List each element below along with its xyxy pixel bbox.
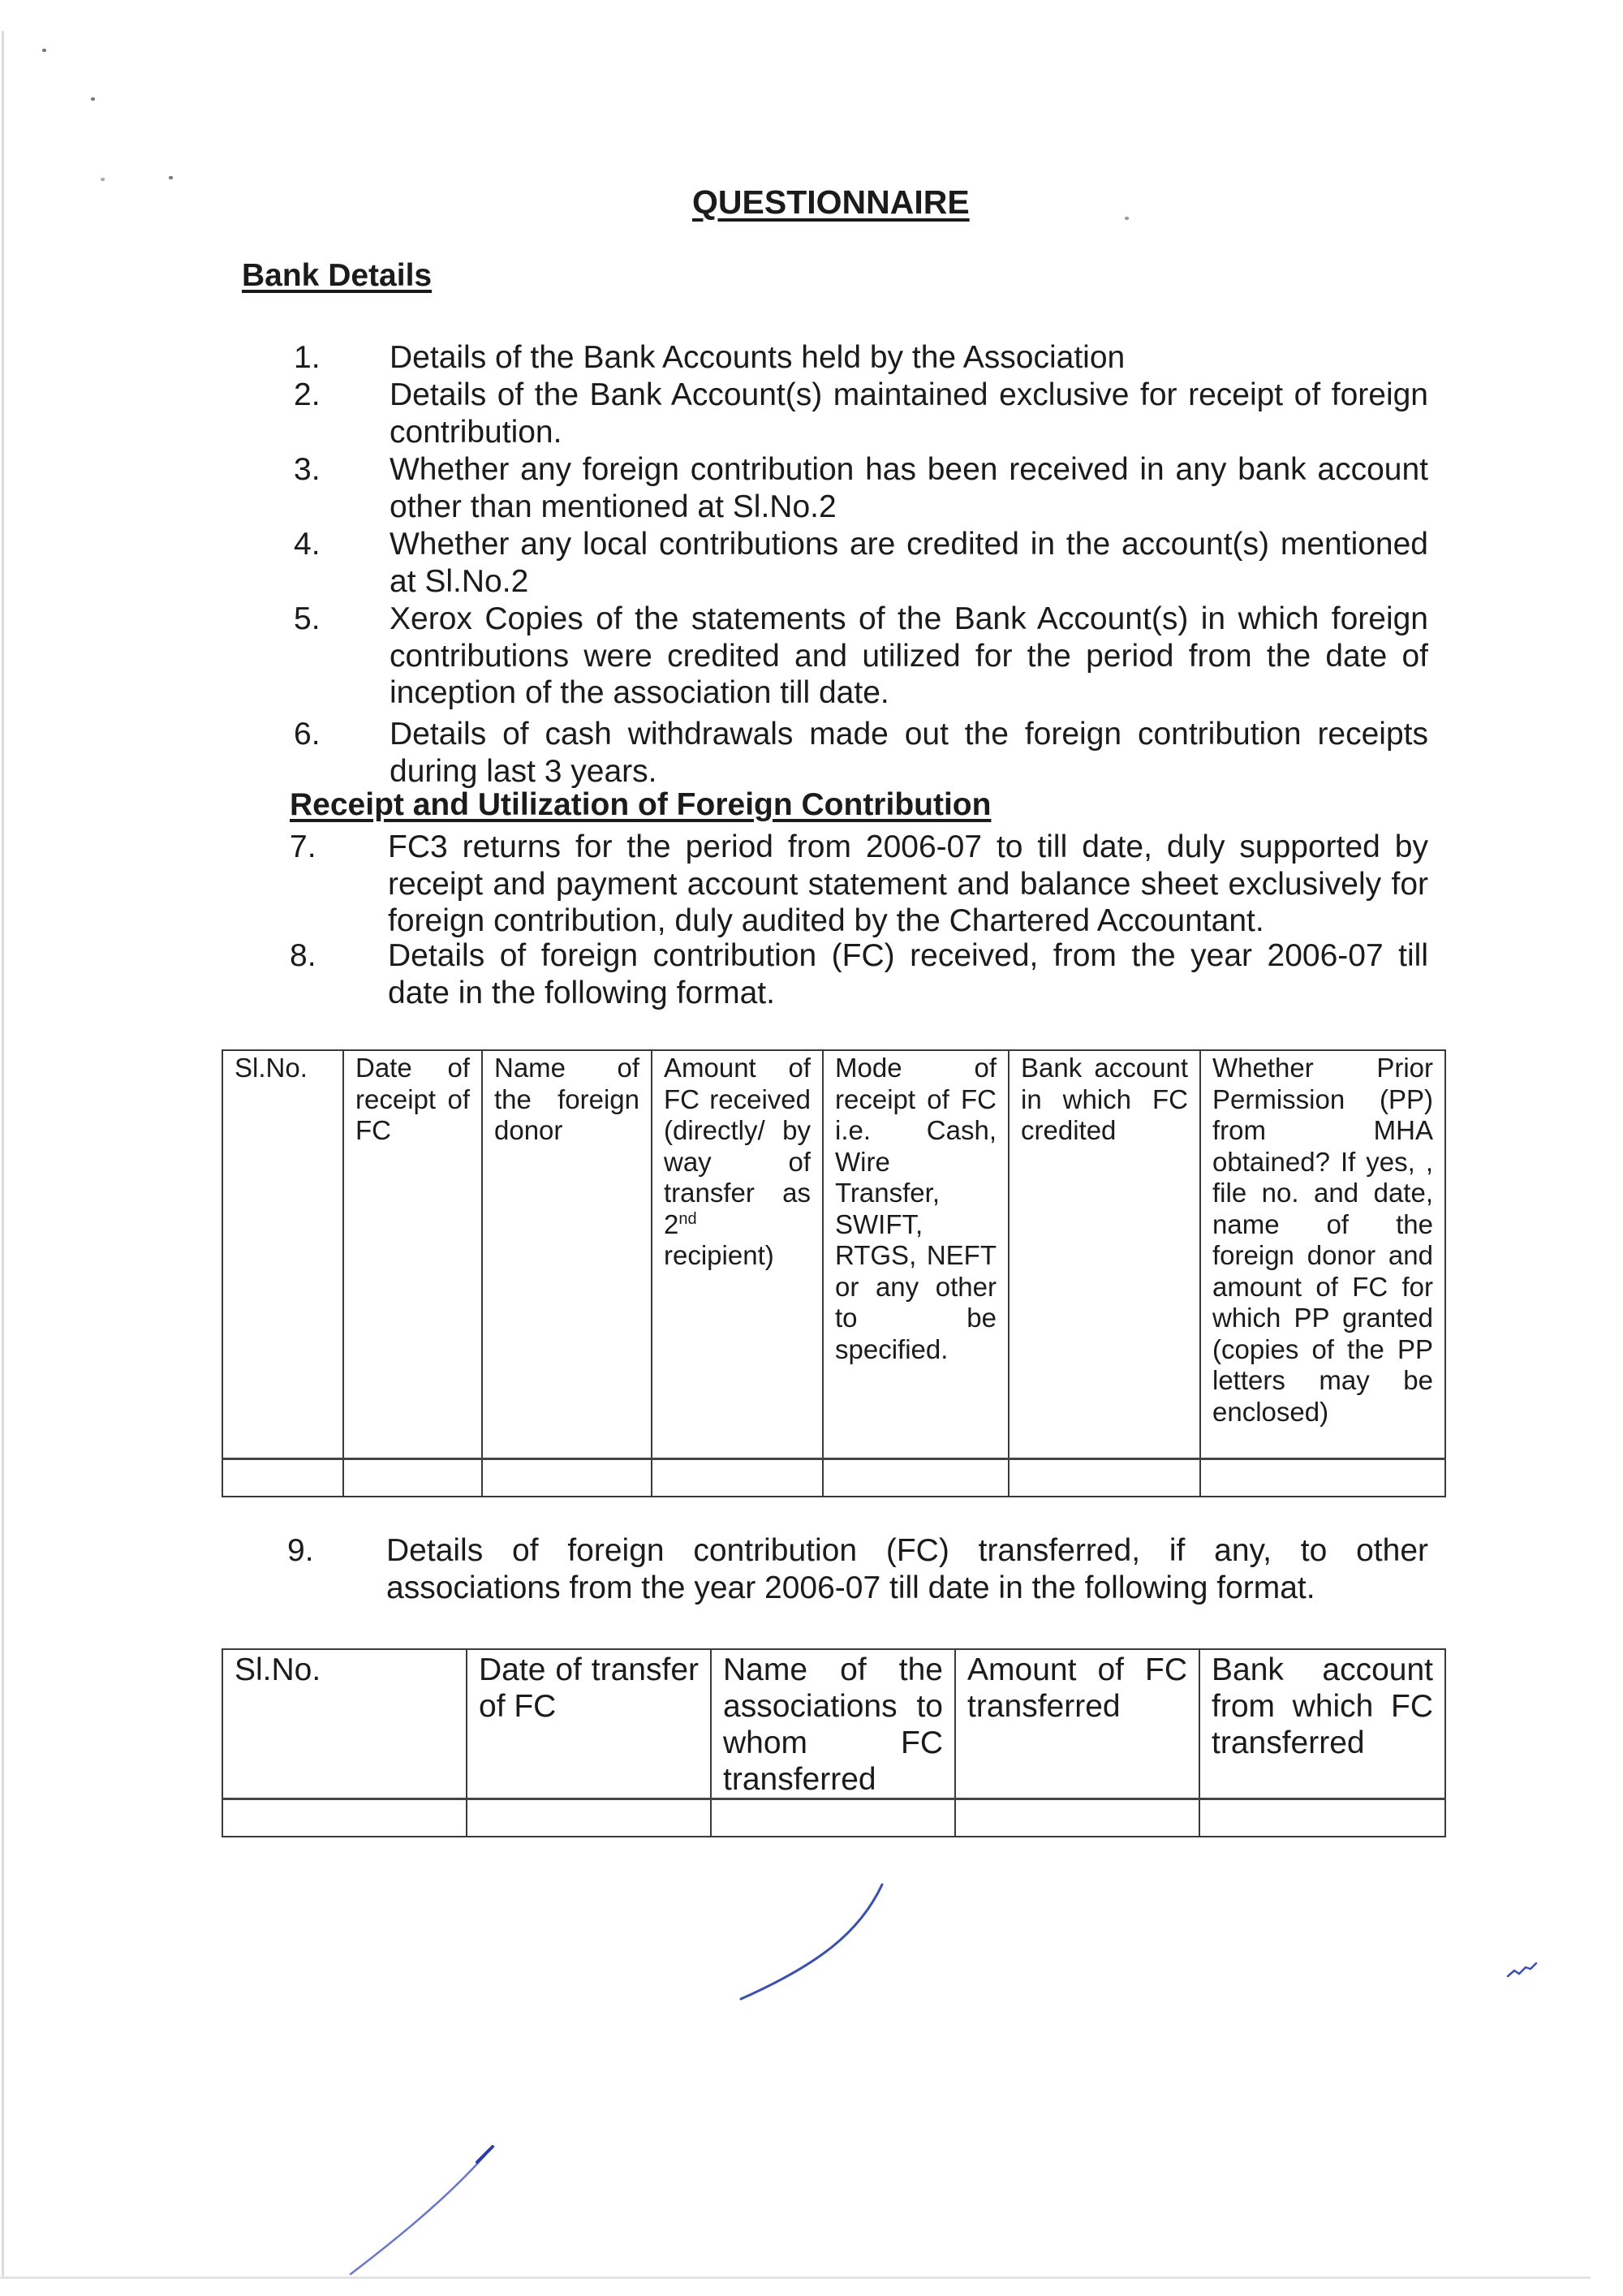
pen-stroke-icon <box>741 1885 882 1999</box>
item-number: 2. <box>294 377 321 412</box>
column-header-sl-no: Sl.No. <box>222 1050 343 1458</box>
item-number: 1. <box>294 340 321 375</box>
column-header-donor-name: Name of the foreign donor <box>482 1050 652 1458</box>
item-number: 6. <box>294 717 321 752</box>
column-header-date-of-receipt: Date of receipt of FC <box>343 1050 482 1458</box>
column-header-date-of-transfer: Date of transfer of FC <box>467 1649 711 1799</box>
section-heading-receipt-utilization: Receipt and Utilization of Foreign Contribution <box>290 787 992 822</box>
page-title: QUESTIONNAIRE <box>692 183 970 221</box>
pen-stroke-icon <box>351 2147 493 2274</box>
column-header-prior-permission: Whether Prior Permission (PP) from MHA obtained? If yes, , file no. and date, name of the foreign donor and amount of FC for which PP granted (copies of the PP letters may be enclosed) <box>1200 1050 1445 1458</box>
item-number: 8. <box>290 938 316 973</box>
pen-stroke-tip-icon <box>477 2147 493 2162</box>
item-text: Details of cash withdrawals made out the foreign contribution receipts during last 3 years. <box>390 717 1428 789</box>
pen-tick-icon <box>1508 1963 1536 1976</box>
section-heading-bank-details: Bank Details <box>242 258 433 293</box>
column-header-mode-of-receipt: Mode of receipt of FC i.e. Cash, Wire Transfer, SWIFT, RTGS, NEFT or any other to be specified. <box>823 1050 1009 1458</box>
column-header-source-bank-account: Bank account from which FC transferred <box>1199 1649 1445 1799</box>
item-number: 5. <box>294 601 321 636</box>
item-text: Details of the Bank Accounts held by the Association <box>390 340 1126 375</box>
item-text: Details of foreign contribution (FC) received, from the year 2006-07 till date in the following format. <box>388 938 1428 1010</box>
item-number: 4. <box>294 527 321 562</box>
column-header-association-names: Name of the associations to whom FC transferred <box>711 1649 955 1799</box>
column-header-bank-account: Bank account in which FC credited <box>1009 1050 1200 1458</box>
item-text: FC3 returns for the period from 2006-07 to till date, duly supported by receipt and payment account statement and balance sheet exclusively for foreign contribution, duly audited by the Chartered Accountant. <box>388 829 1428 938</box>
item-text: Xerox Copies of the statements of the Bank Account(s) in which foreign contributions were credited and utilized for the period from the date of inception of the association till date. <box>390 601 1428 710</box>
column-header-amount-transferred: Amount of FC transferred <box>955 1649 1199 1799</box>
item-text: Details of the Bank Account(s) maintained exclusive for receipt of foreign contribution. <box>390 377 1428 450</box>
item-number: 3. <box>294 452 321 487</box>
item-text: Details of foreign contribution (FC) transferred, if any, to other associations from the year 2006-07 till date in the following format. <box>386 1533 1428 1605</box>
item-text: Whether any foreign contribution has been received in any bank account other than mentioned at Sl.No.2 <box>390 452 1428 524</box>
amount-header-tail: recipient) <box>664 1240 774 1270</box>
ordinal-superscript: nd <box>678 1209 697 1228</box>
amount-header-text: Amount of FC received (directly/ by way of transfer as 2 <box>664 1053 811 1239</box>
item-number: 7. <box>290 829 316 864</box>
item-text: Whether any local contributions are credited in the account(s) mentioned at Sl.No.2 <box>390 527 1428 599</box>
column-header-sl-no: Sl.No. <box>222 1649 467 1799</box>
item-number: 9. <box>287 1533 314 1568</box>
